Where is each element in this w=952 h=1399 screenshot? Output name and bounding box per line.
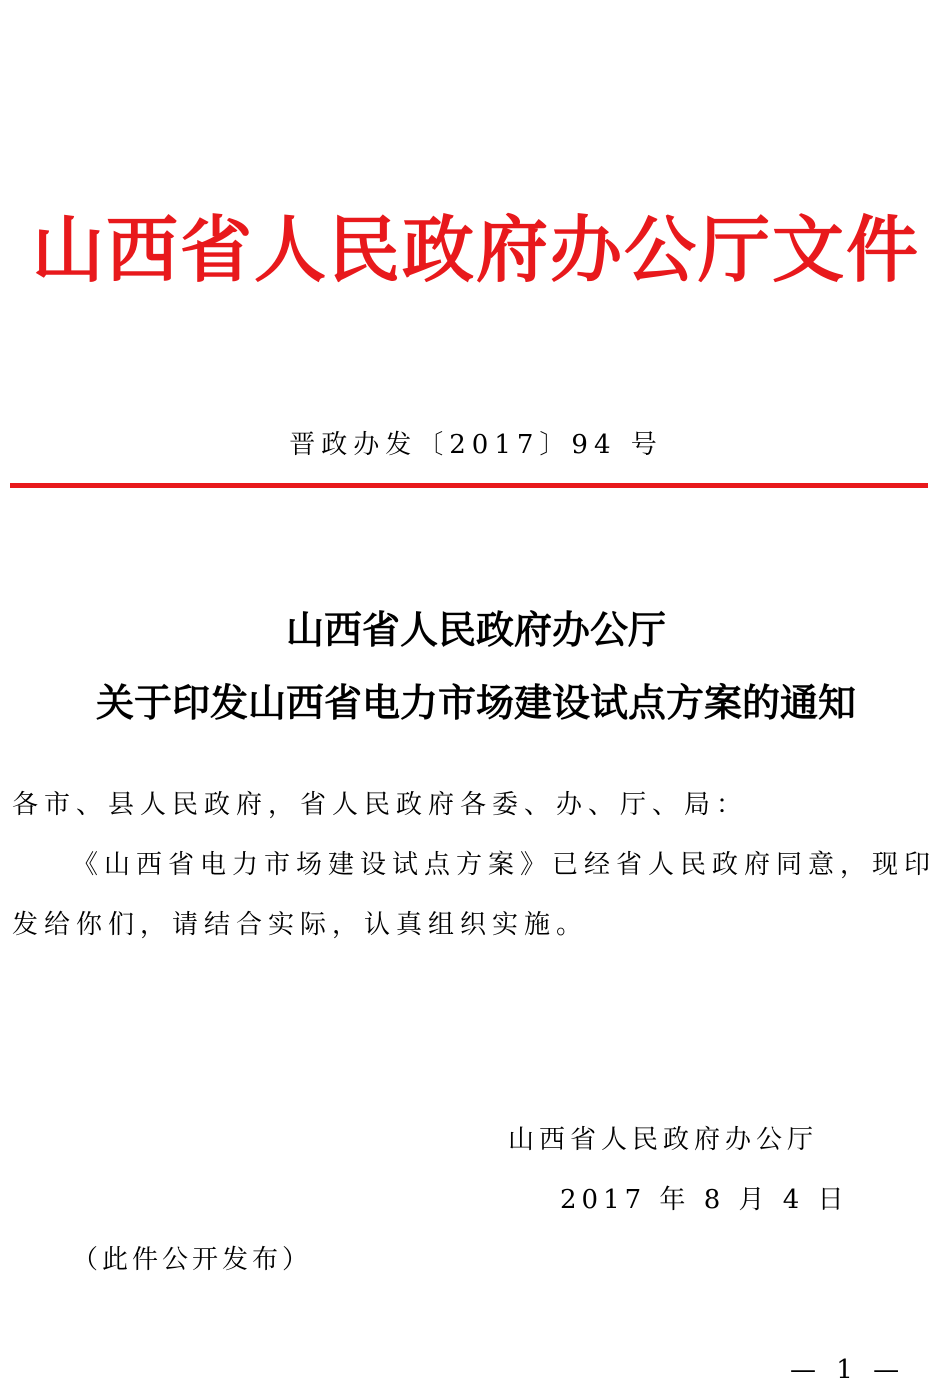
page-number: — 1 —: [790, 1355, 906, 1385]
signature-issuer: 山西省人民政府办公厅: [508, 1125, 819, 1155]
body-paragraph-line-2: 发给你们，请结合实际，认真组织实施。: [12, 910, 589, 940]
red-divider-line: [10, 483, 928, 488]
public-release-note: （此件公开发布）: [72, 1245, 313, 1275]
salutation: 各市、县人民政府，省人民政府各委、办、厅、局：: [12, 790, 749, 820]
document-title-line-2: 关于印发山西省电力市场建设试点方案的通知: [95, 681, 856, 725]
document-title-line-1: 山西省人民政府办公厅: [285, 608, 666, 652]
signature-date: 2017 年 8 月 4 日: [560, 1185, 849, 1215]
document-masthead: 山西省人民政府办公厅文件: [31, 207, 920, 292]
body-paragraph-line-1: 《山西省电力市场建设试点方案》已经省人民政府同意，现印: [72, 850, 937, 880]
document-number: 晋政办发〔2017〕94 号: [289, 430, 663, 460]
